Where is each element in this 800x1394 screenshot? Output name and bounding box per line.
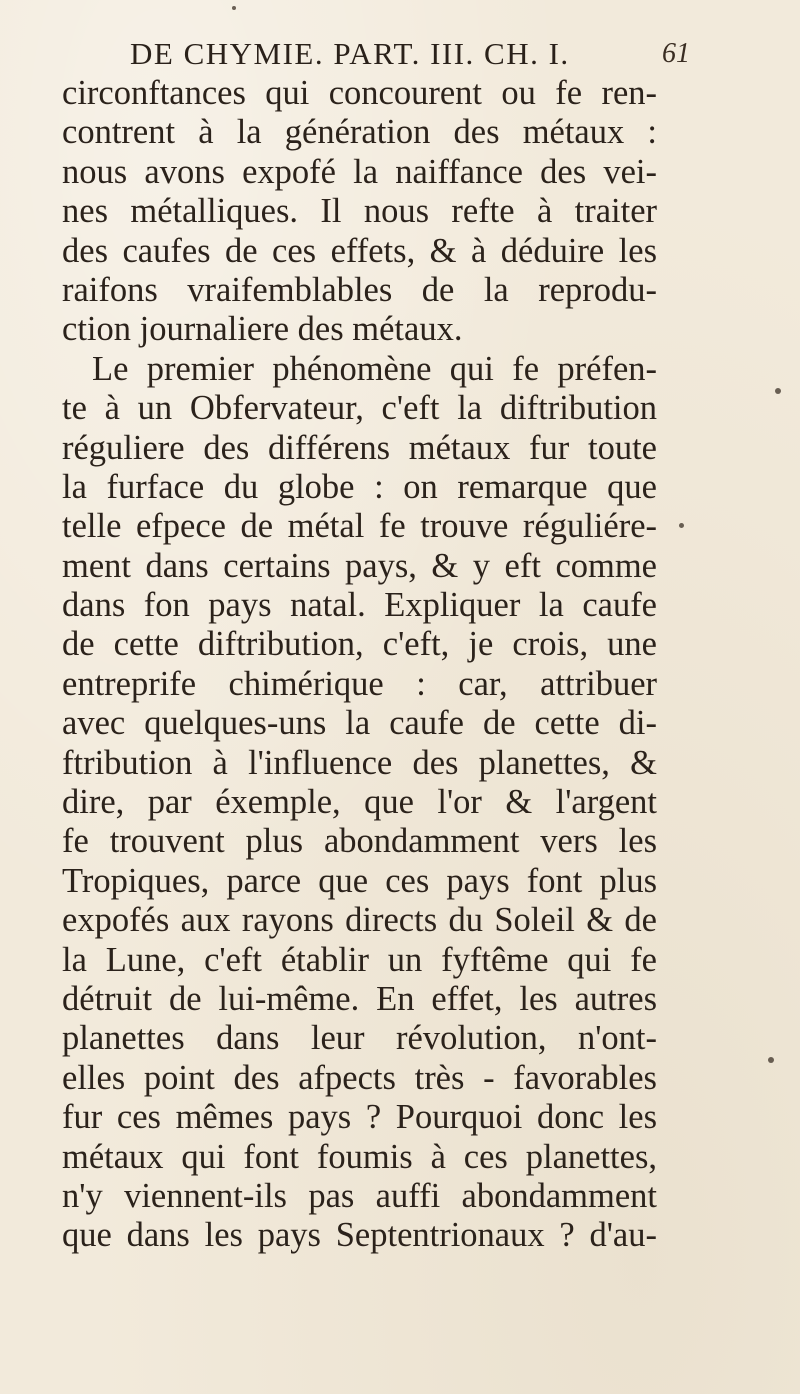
text-line: Le premier phénomène qui fe préfen-: [92, 349, 657, 388]
text-line: contrent à la génération des métaux :: [62, 113, 657, 152]
text-line: te à un Obfervateur, c'eft la diftribution: [62, 389, 657, 428]
text-line: fe trouvent plus abondamment vers les: [62, 822, 657, 861]
text-line: entreprife chimérique : car, attribuer: [62, 664, 657, 703]
text-line: elles point des afpects très - favorables: [62, 1058, 657, 1097]
text-line: avec quelques-uns la caufe de cette di-: [62, 704, 657, 743]
text-line: Tropiques, parce que ces pays font plus: [62, 861, 657, 900]
ink-speck: [679, 523, 684, 528]
text-line: détruit de lui-même. En effet, les autres: [62, 979, 657, 1018]
text-line: ment dans certains pays, & y eft comme: [62, 546, 657, 585]
text-line: nous avons expofé la naiffance des vei-: [62, 152, 657, 191]
text-line: la Lune, c'eft établir un fyftême qui fe: [62, 940, 657, 979]
text-line: dire, par éxemple, que l'or & l'argent: [62, 783, 657, 822]
text-line: que dans les pays Septentrionaux ? d'au-: [62, 1216, 657, 1255]
body-text: [62, 74, 657, 1256]
running-head: DE CHYMIE. PART. III. CH. I.: [130, 36, 570, 71]
ink-speck: [775, 388, 781, 394]
text-line: expofés aux rayons directs du Soleil & de: [62, 901, 657, 940]
text-line: planettes dans leur révolution, n'ont-: [62, 1019, 657, 1058]
page-number: 61: [662, 38, 690, 69]
text-line: ction journaliere des métaux.: [62, 310, 463, 349]
ink-speck: [232, 6, 236, 10]
text-line: métaux qui font foumis à ces planettes,: [62, 1137, 657, 1176]
text-line: réguliere des différens métaux fur toute: [62, 428, 657, 467]
text-line: raifons vraifemblables de la reprodu-: [62, 270, 657, 309]
text-line: de cette diftribution, c'eft, je crois, une: [62, 625, 657, 664]
text-line: telle efpece de métal fe trouve réguliére-: [62, 507, 657, 546]
text-line: n'y viennent-ils pas auffi abondamment: [62, 1176, 657, 1215]
text-line: la furface du globe : on remarque que: [62, 467, 657, 506]
text-line: des caufes de ces effets, & à déduire les: [62, 231, 657, 270]
ink-speck: [768, 1057, 774, 1063]
text-line: fur ces mêmes pays ? Pourquoi donc les: [62, 1098, 657, 1137]
text-line: dans fon pays natal. Expliquer la caufe: [62, 586, 657, 625]
text-line: circonftances qui concourent ou fe ren-: [62, 74, 657, 112]
text-line: nes métalliques. Il nous refte à traiter: [62, 192, 657, 231]
text-line: ftribution à l'influence des planettes, &: [62, 743, 657, 782]
